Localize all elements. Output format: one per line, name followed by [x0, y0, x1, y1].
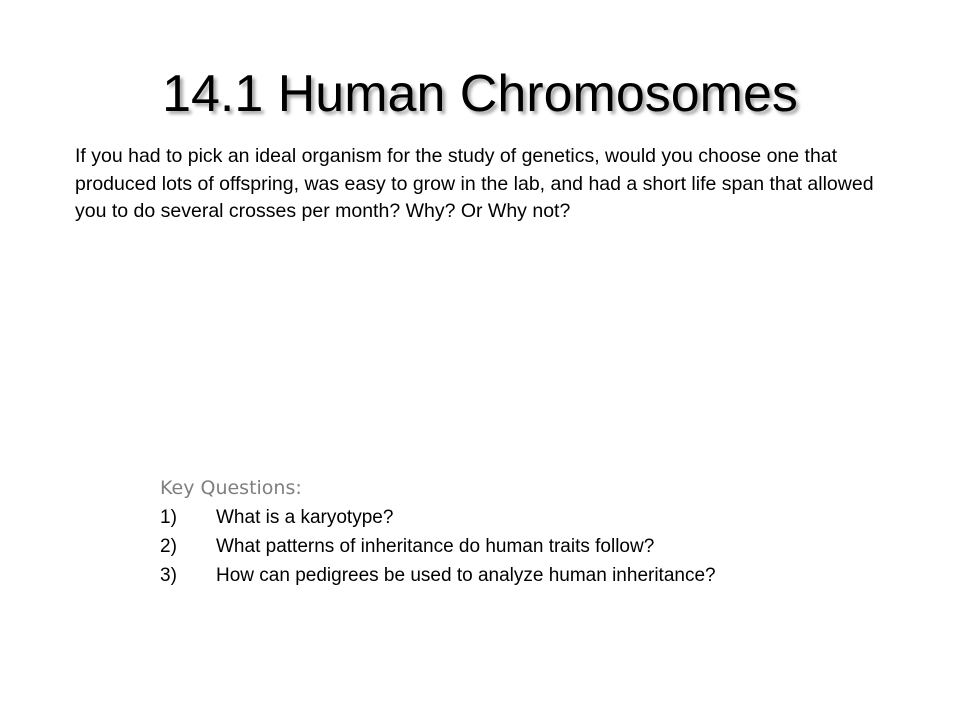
key-question-text: What is a karyotype?	[216, 507, 394, 528]
key-questions-section	[160, 474, 820, 595]
key-question-text: What patterns of inheritance do human traits follow?	[216, 536, 655, 557]
slide-title: 14.1 Human Chromosomes	[162, 65, 798, 123]
key-question-item	[160, 508, 820, 528]
key-question-text: How can pedigrees be used to analyze human inheritance?	[216, 565, 716, 586]
key-question-number: 1)	[160, 507, 177, 528]
key-question-number: 3)	[160, 565, 177, 586]
warm-up-prompt: If you had to pick an ideal organism for the study of genetics, would you choose one that produced lots of offspring, was easy to grow in the lab, and had a short life span that allowed you to do several crosses per month? Why? Or Why not?	[75, 145, 874, 222]
key-question-item	[160, 566, 820, 586]
key-questions-list	[160, 508, 820, 586]
key-questions-heading: Key Questions:	[160, 477, 302, 499]
key-question-number: 2)	[160, 536, 177, 557]
key-question-item	[160, 537, 820, 557]
